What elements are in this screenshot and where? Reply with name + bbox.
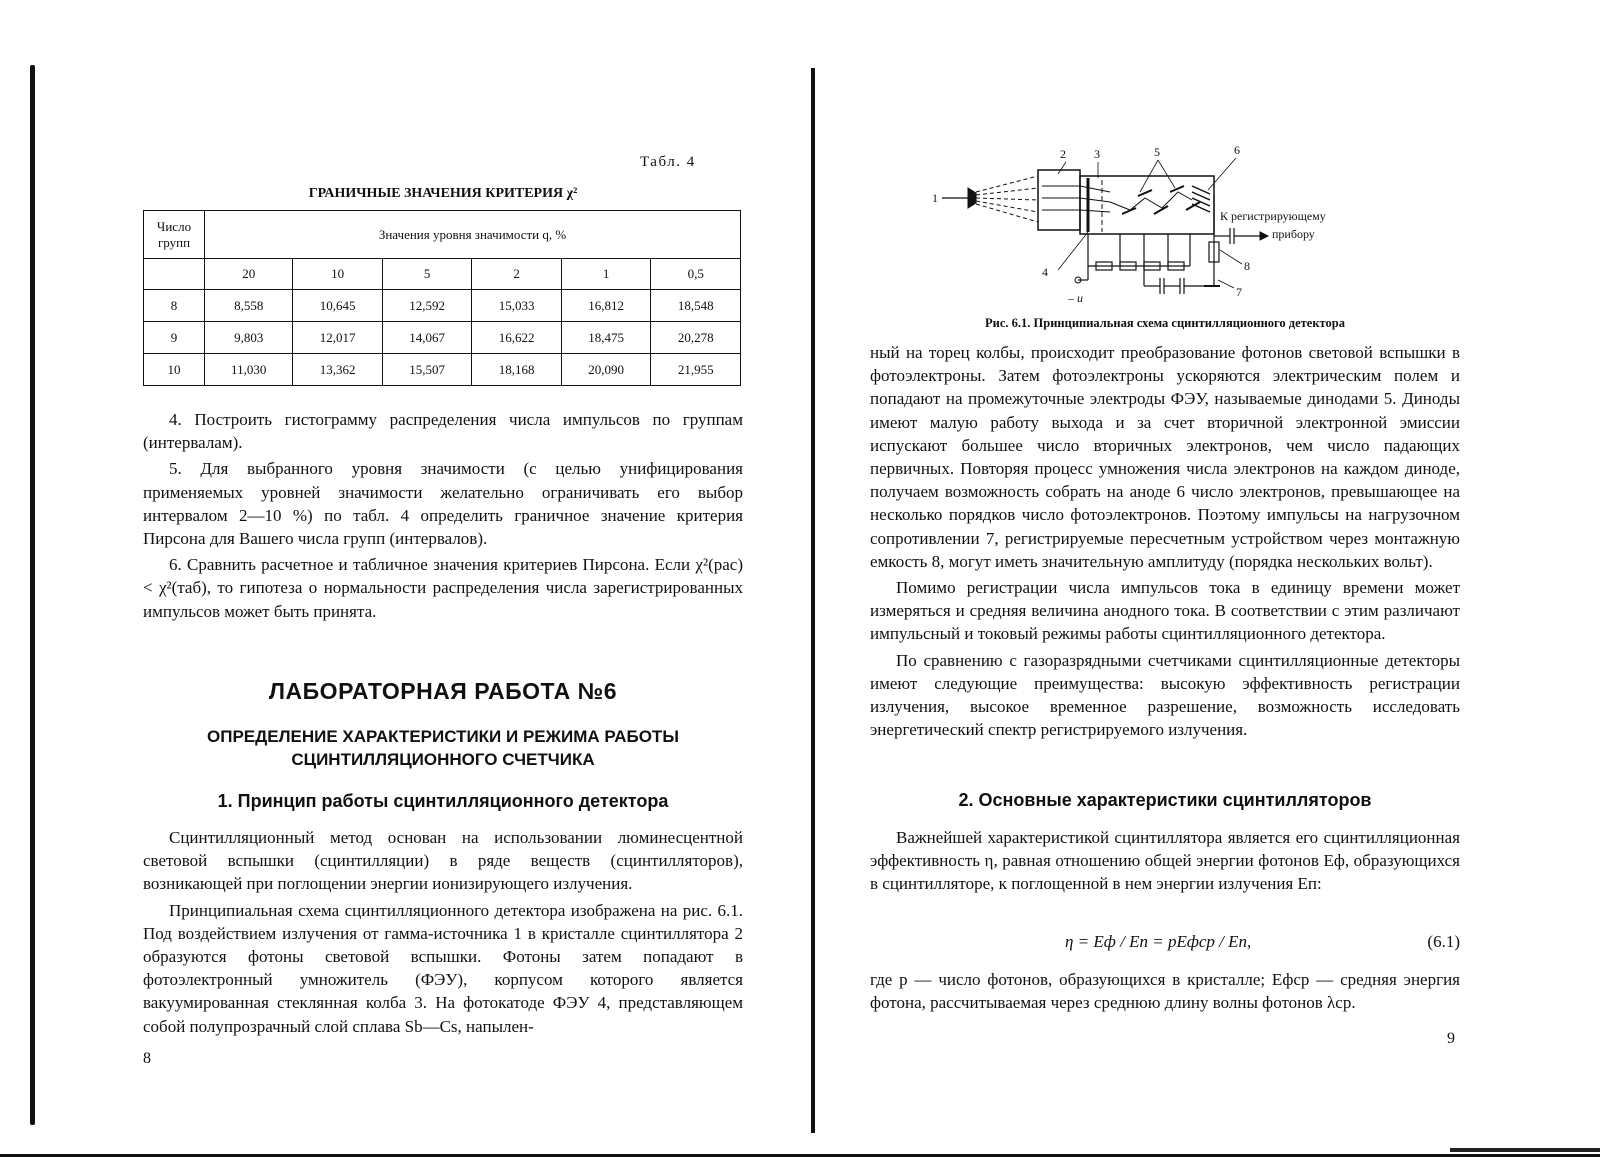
level-cell: 10 (293, 259, 383, 290)
value-cell: 12,592 (382, 290, 472, 322)
level-cell: 1 (561, 259, 651, 290)
lab-subtitle-line: СЦИНТИЛЛЯЦИОННОГО СЧЕТЧИКА (291, 750, 595, 769)
value-cell: 15,033 (472, 290, 562, 322)
section2-body (870, 826, 1460, 896)
value-cell: 14,067 (382, 322, 472, 354)
table-row (144, 322, 741, 354)
groups-cell: 10 (144, 354, 205, 386)
level-cell: 20 (205, 259, 293, 290)
formula-6-1 (870, 932, 1460, 956)
label-leader (1218, 280, 1234, 288)
dynodes (1122, 186, 1200, 214)
lab-subtitle-line: ОПРЕДЕЛЕНИЕ ХАРАКТЕРИСТИКИ И РЕЖИМА РАБОТЫ (207, 727, 679, 746)
value-cell: 20,090 (561, 354, 651, 386)
figure-caption: Рис. 6.1. Принципиальная схема сцинтилляционного детектора (985, 316, 1345, 330)
formula-number: (6.1) (1427, 932, 1460, 951)
value-cell: 9,803 (205, 322, 293, 354)
level-cell: 5 (382, 259, 472, 290)
paragraph: 6. Сравнить расчетное и табличное значения критериев Пирсона. Если χ²(рас) < χ²(таб), то гипотеза о нормальности распределения числа зарегистрированных импульсов может быть принята. (143, 555, 743, 621)
output-label: прибору (1272, 227, 1315, 241)
value-cell: 10,645 (293, 290, 383, 322)
paragraph: Помимо регистрации числа импульсов тока в единицу времени может измеряться и средняя величина анодного тока. В соответствии с этим различают импульсный и токовый режимы работы сцинтилляционного детектора. (870, 578, 1460, 644)
value-cell: 18,168 (472, 354, 562, 386)
paragraph: где p — число фотонов, образующихся в кристалле; Eфср — средняя энергия фотона, рассчитываемая через среднюю длину волны фотонов λср. (870, 970, 1460, 1013)
anode (1192, 186, 1210, 212)
fig-label: 8 (1244, 259, 1250, 273)
value-cell: 8,558 (205, 290, 293, 322)
header-empty-cell (144, 259, 205, 290)
value-cell: 13,362 (293, 354, 383, 386)
header-levels: Значения уровня значимости q, % (205, 211, 741, 259)
paragraph: ный на торец колбы, происходит преобразование фотонов световой вспышки в фотоэлектроны. Затем фотоэлектроны ускоряются электрическим полем и попадают на промежуточные электроды ФЭУ, называемые динодами 5. Диноды имеют малую работу выхода и за счет вторичной электронной эмиссии испускают большее число вторичных электронов, чем число падающих первичных. Повторяя процесс умножения числа электронов на каждом диноде, получаем возможность собрать на аноде 6 число электронов, превышающее на несколько порядков число фотоэлектронов. Поэтому импульсы на нагрузочном сопротивлении 7, регистрируемые пересчетным устройством через монтажную емкость 8, могут иметь значительную амплитуду (порядка нескольких вольт). (870, 343, 1460, 571)
fig-label: 2 (1060, 147, 1066, 161)
fig-label: 5 (1154, 145, 1160, 159)
groups-cell: 9 (144, 322, 205, 354)
table-number: Табл. 4 (640, 154, 696, 170)
electron-paths (1042, 186, 1192, 212)
groups-cell: 8 (144, 290, 205, 322)
fig-label: 4 (1042, 265, 1048, 279)
detector-schematic (930, 140, 1370, 315)
voltage-label: – u (1068, 291, 1083, 305)
paragraph: 5. Для выбранного уровня значимости (с целью унифицирования применяемых уровней значимости желательно ограничивать его выбор интервалом 2—10 %) по табл. 4 определить граничное значение критерия Пирсона для Вашего числа групп (интервалов). (143, 459, 743, 549)
fig-label: 6 (1234, 143, 1240, 157)
chi-square-table (143, 210, 741, 386)
section1-continued (870, 341, 1460, 741)
fig-label: 7 (1236, 285, 1242, 299)
value-cell: 16,622 (472, 322, 562, 354)
table-row (144, 354, 741, 386)
page-number: 8 (143, 1050, 151, 1067)
lab-title: ЛАБОРАТОРНАЯ РАБОТА №6 (268, 678, 618, 704)
value-cell: 20,278 (651, 322, 741, 354)
paragraph: Принципиальная схема сцинтилляционного детектора изображена на рис. 6.1. Под воздействием излучения от гамма-источника 1 в кристалле сцинтиллятора 2 образуются фотоны световой вспышки. Фотоны затем попадают в фотоэлектронный умножитель (ФЭУ), корпусом которого является вакуумированная стеклянная колба 3. На фотокатоде ФЭУ 4, представляющем собой полупрозрачный слой сплава Sb—Cs, напылен- (143, 900, 743, 1036)
page-number: 9 (1447, 1030, 1455, 1047)
formula-explanation (870, 968, 1460, 1014)
paragraph: 4. Построить гистограмму распределения числа импульсов по группам (интервалам). (143, 410, 743, 453)
value-cell: 16,812 (561, 290, 651, 322)
section-heading: 1. Принцип работы сцинтилляционного детектора (217, 791, 669, 811)
level-cell: 2 (472, 259, 562, 290)
procedure-steps (143, 408, 743, 623)
paragraph: По сравнению с газоразрядными счетчиками сцинтилляционные детекторы имеют следующие преимущества: высокую эффективность регистрации излучения, высокое временное разрешение, возможность исследовать энергетический спектр регистрируемого излучения. (870, 650, 1460, 740)
output-label: К регистрирующему (1220, 209, 1326, 223)
value-cell: 21,955 (651, 354, 741, 386)
formula-expression: η = Eф / Eп = pEфср / Eп, (1065, 932, 1252, 951)
table-row (144, 290, 741, 322)
voltage-divider (1088, 234, 1204, 294)
paragraph: Сцинтилляционный метод основан на использовании люминесцентной световой вспышки (сцинтилляции) в ряде веществ (сцинтилляторов), возникающей при поглощении энергии ионизирующего излучения. (143, 828, 743, 894)
value-cell: 11,030 (205, 354, 293, 386)
value-cell: 18,548 (651, 290, 741, 322)
value-cell: 12,017 (293, 322, 383, 354)
output-arrow-icon (1260, 232, 1268, 240)
value-cell: 15,507 (382, 354, 472, 386)
label-leader (1220, 250, 1242, 264)
fig-label: 3 (1094, 147, 1100, 161)
gamma-source-icon (968, 188, 976, 208)
gamma-rays (976, 176, 1038, 222)
section-heading: 2. Основные характеристики сцинтилляторов (958, 790, 1372, 810)
paragraph: Важнейшей характеристикой сцинтиллятора является его сцинтилляционная эффективность η, равная отношению общей энергии фотонов Eф, образующихся в сцинтилляторе, к поглощенной в нем энергии излучения Eп: (870, 828, 1460, 894)
scintillator-crystal (1038, 170, 1080, 230)
level-cell: 0,5 (651, 259, 741, 290)
lab-subtitle (143, 725, 743, 771)
table-title: ГРАНИЧНЫЕ ЗНАЧЕНИЯ КРИТЕРИЯ χ² (308, 186, 578, 201)
section1-body (143, 826, 743, 1038)
header-groups: Число групп (144, 211, 205, 259)
fig-label: 1 (932, 191, 938, 205)
value-cell: 18,475 (561, 322, 651, 354)
